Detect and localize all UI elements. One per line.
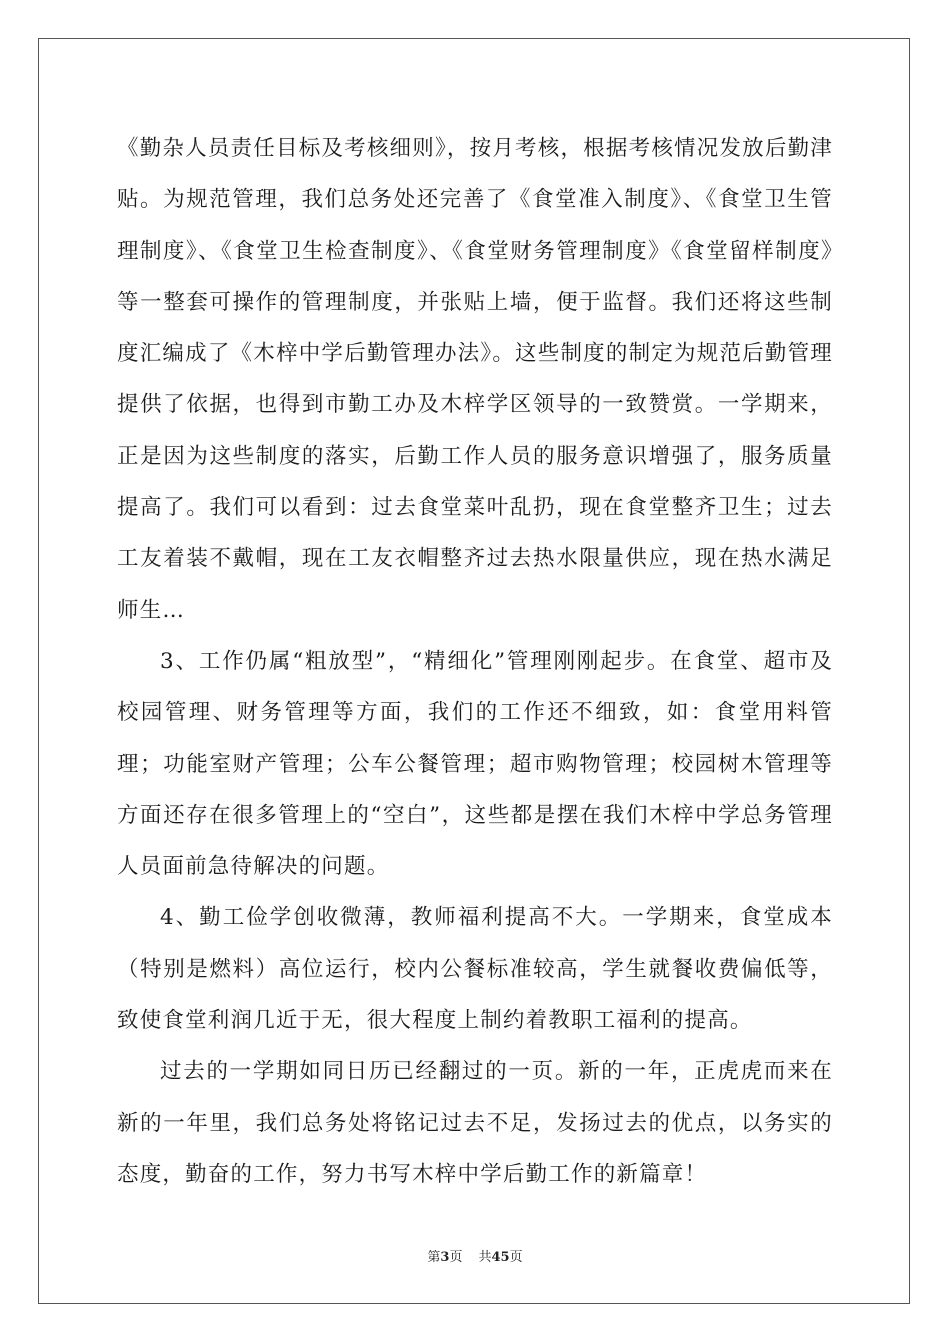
page-footer bbox=[0, 1246, 950, 1265]
total-pages: 45 bbox=[491, 1250, 510, 1265]
total-prefix: 共 bbox=[478, 1250, 492, 1265]
page-suffix: 页 bbox=[449, 1250, 463, 1265]
page-current: 3 bbox=[440, 1250, 450, 1265]
page-prefix: 第 bbox=[427, 1250, 441, 1265]
total-suffix: 页 bbox=[509, 1250, 523, 1265]
paragraph-4: 过去的一学期如同日历已经翻过的一页。新的一年，正虎虎而来在新的一年里，我们总务处将铭记过去不足，发扬过去的优点，以务实的态度，勤奋的工作，努力书写木梓中学后勤工作的新篇章！ bbox=[117, 1059, 833, 1187]
paragraph-1: 《勤杂人员责任目标及考核细则》，按月考核，根据考核情况发放后勤津贴。为规范管理，我们总务处还完善了《食堂准入制度》、《食堂卫生管理制度》、《食堂卫生检查制度》、《食堂财务管理制度》《食堂留样制度》等一整套可操作的管理制度，并张贴上墙，便于监督。我们还将这些制度汇编成了《木梓中学后勤管理办法》。这些制度的制定为规范后勤管理提供了依据，也得到市勤工办及木梓学区领导的一致赞赏。一学期来，正是因为这些制度的落实，后勤工作人员的服务意识增强了，服务质量提高了。我们可以看到：过去食堂菜叶乱扔，现在食堂整齐卫生；过去工友着装不戴帽，现在工友衣帽整齐过去热水限量供应，现在热水满足师生… bbox=[117, 136, 833, 623]
paragraph-3: 4、勤工俭学创收微薄，教师福利提高不大。一学期来，食堂成本（特别是燃料）高位运行，校内公餐标准较高，学生就餐收费偏低等，致使食堂利润几近于无，很大程度上制约着教职工福利的提高。 bbox=[117, 905, 833, 1034]
document-body bbox=[117, 123, 833, 1200]
paragraph-2: 3、工作仍属“粗放型”，“精细化”管理刚刚起步。在食堂、超市及校园管理、财务管理等方面，我们的工作还不细致，如：食堂用料管理；功能室财产管理；公车公餐管理；超市购物管理；校园树木管理等方面还存在很多管理上的“空白”，这些都是摆在我们木梓中学总务管理人员面前急待解决的问题。 bbox=[117, 648, 833, 880]
